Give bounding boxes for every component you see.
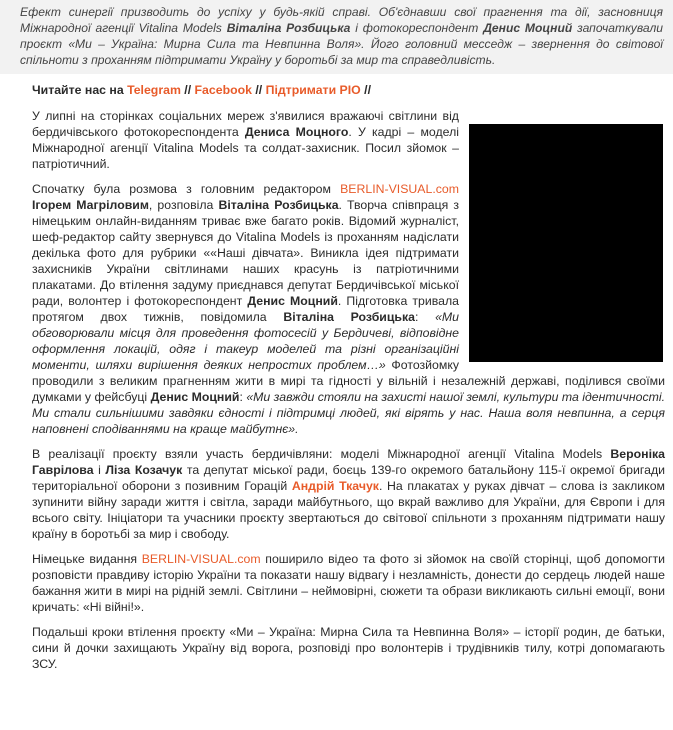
- quote: «Ми обговорювали місця для проведення фотосесій у Бердичеві, відповідне оформлення локацій, одяг і такеур моделей та різні організаційні моменти, шляхи вирішення деяких непростих проблем…»: [32, 310, 460, 372]
- text: :: [239, 390, 247, 404]
- lead-text: Ефект синергії призводить до успіху у будь-якій справі. Об'єднавши свої прагнення та дії, засновниця Міжнародної агенції Vitalina Models: [20, 5, 663, 35]
- text: :: [414, 310, 436, 324]
- text: Подальші кроки втілення проєкту «Ми – Україна: Мирна Сила та Невпинна Воля» – історії родин, де батьки, сини й дочки захищають Україну від ворога, розповіді про волонтерів і трудівників тилу, котрі допомагають ЗСУ.: [32, 625, 665, 671]
- text: Фотозйомку проводили з великим прагненням жити в мирі та гідності у вільній і незалежній державі, поділився своїми думками у фейсбуці: [32, 358, 665, 404]
- lead-bold-name: Денис Моцний: [483, 21, 573, 35]
- paragraph-5: [32, 624, 665, 672]
- bold-name: Ліза Козачук: [105, 463, 183, 477]
- telegram-link[interactable]: Telegram: [127, 83, 181, 97]
- facebook-link[interactable]: Facebook: [194, 83, 252, 97]
- separator: //: [360, 83, 371, 97]
- article-lead: [0, 0, 673, 74]
- text: . Підготовка тривала протягом двох тижнів, повідомила: [32, 294, 459, 324]
- text: , розповіла: [148, 198, 219, 212]
- bold-name: Денис Моцний: [150, 390, 240, 404]
- berlin-visual-link[interactable]: BERLIN-VISUAL.com: [340, 182, 459, 196]
- text: Німецьке видання: [32, 552, 142, 566]
- text: У липні на сторінках соціальних мереж з'явилися вражаючі світлини від бердичівського фотокореспондента: [32, 109, 459, 139]
- bold-name: Ігорем Магріловим: [32, 198, 149, 212]
- text: . Творча співпраця з німецьким онлайн-виданням триває вже багато років. Відомий журналіст, шеф-редактор сайту звернувся до Vitalina Models із проханням надіслати декілька фото для рубрики ««Наші дівчата». Виникла ідея підтримати захисників України світлинами наших красунь із патріотичними плакатами. До втілення задуму приєднався депутат Бердичівської міської ради, волонтер і фотокореспондент: [32, 198, 459, 308]
- support-rio-link[interactable]: Підтримати РІО: [265, 83, 361, 97]
- text: Спочатку була розмова з головним редактором: [32, 182, 341, 196]
- text: . На плакатах у руках дівчат – слова із закликом зупинити війну заради життя і світла, заради майбутнього, що вкрай важливо для України, для Європи і для всього світу. Ініціатори та учасники проєкту звертаються до світової спільноти з проханням підтримати нашу країну в боротьбі за мир і свободу.: [32, 479, 665, 541]
- lead-bold-name: Віталіна Розбицька: [226, 21, 351, 35]
- bold-name: Віталіна Розбицька: [283, 310, 415, 324]
- berlin-visual-link[interactable]: BERLIN-VISUAL.com: [141, 552, 261, 566]
- separator: //: [251, 83, 266, 97]
- bold-name: Дениса Моцного: [244, 125, 349, 139]
- lead-text: започаткували проєкт «Ми – Україна: Мирна Сила та Невпинна Воля». Його головний месседж – звернення до світової спільноти з проханням підтримати Україну у боротьбі за мир та справедливість.: [20, 21, 664, 67]
- text: і: [93, 463, 106, 477]
- paragraph-3: [32, 446, 665, 542]
- text: та депутат міської ради, боєць 139-го окремого батальйону 115-ї окремої бригади територіальної оборони з позивним Горацій: [32, 463, 665, 493]
- read-us-prefix: Читайте нас на: [32, 83, 128, 97]
- read-us-line: [32, 82, 665, 98]
- bold-name: Денис Моцний: [247, 294, 338, 308]
- article-body: [12, 108, 665, 672]
- text: . У кадрі – моделі Міжнародної агенції Vitalina Models та солдат-захисник. Посил зйомок – патріотичний.: [32, 125, 459, 171]
- article-photo[interactable]: [469, 124, 663, 362]
- separator: //: [180, 83, 195, 97]
- paragraph-4: [32, 551, 665, 615]
- text: поширило відео та фото зі зйомок на своїй сторінці, щоб допомогти розповісти правдиву історію України та показати нашу відвагу і незламність, донести до сердець людей наше бажання жити в мирі на рідній землі. Світлини – неймовірні, сюжети та образи викликають сильні емоції, вони кричать: «Ні війні!».: [32, 552, 665, 614]
- bold-name: Віталіна Розбицька: [218, 198, 339, 212]
- text: В реалізації проєкту взяли участь бердичівляни: моделі Міжнародної агенції Vitalina Models: [32, 447, 611, 461]
- lead-text: і фотокореспондент: [350, 21, 484, 35]
- bold-name: Вероніка Гаврілова: [32, 447, 665, 477]
- andriy-tkachuk-link[interactable]: Андрій Ткачук: [291, 479, 379, 493]
- quote: «Ми завжди стояли на захисті нашої землі, культури та ідентичності. Ми стали сильнішими завдяки єдності і підтримці людей, які вірять у нас. Наша воля невпинна, а серця наповнені сподіваннями на краще майбутнє».: [32, 390, 665, 436]
